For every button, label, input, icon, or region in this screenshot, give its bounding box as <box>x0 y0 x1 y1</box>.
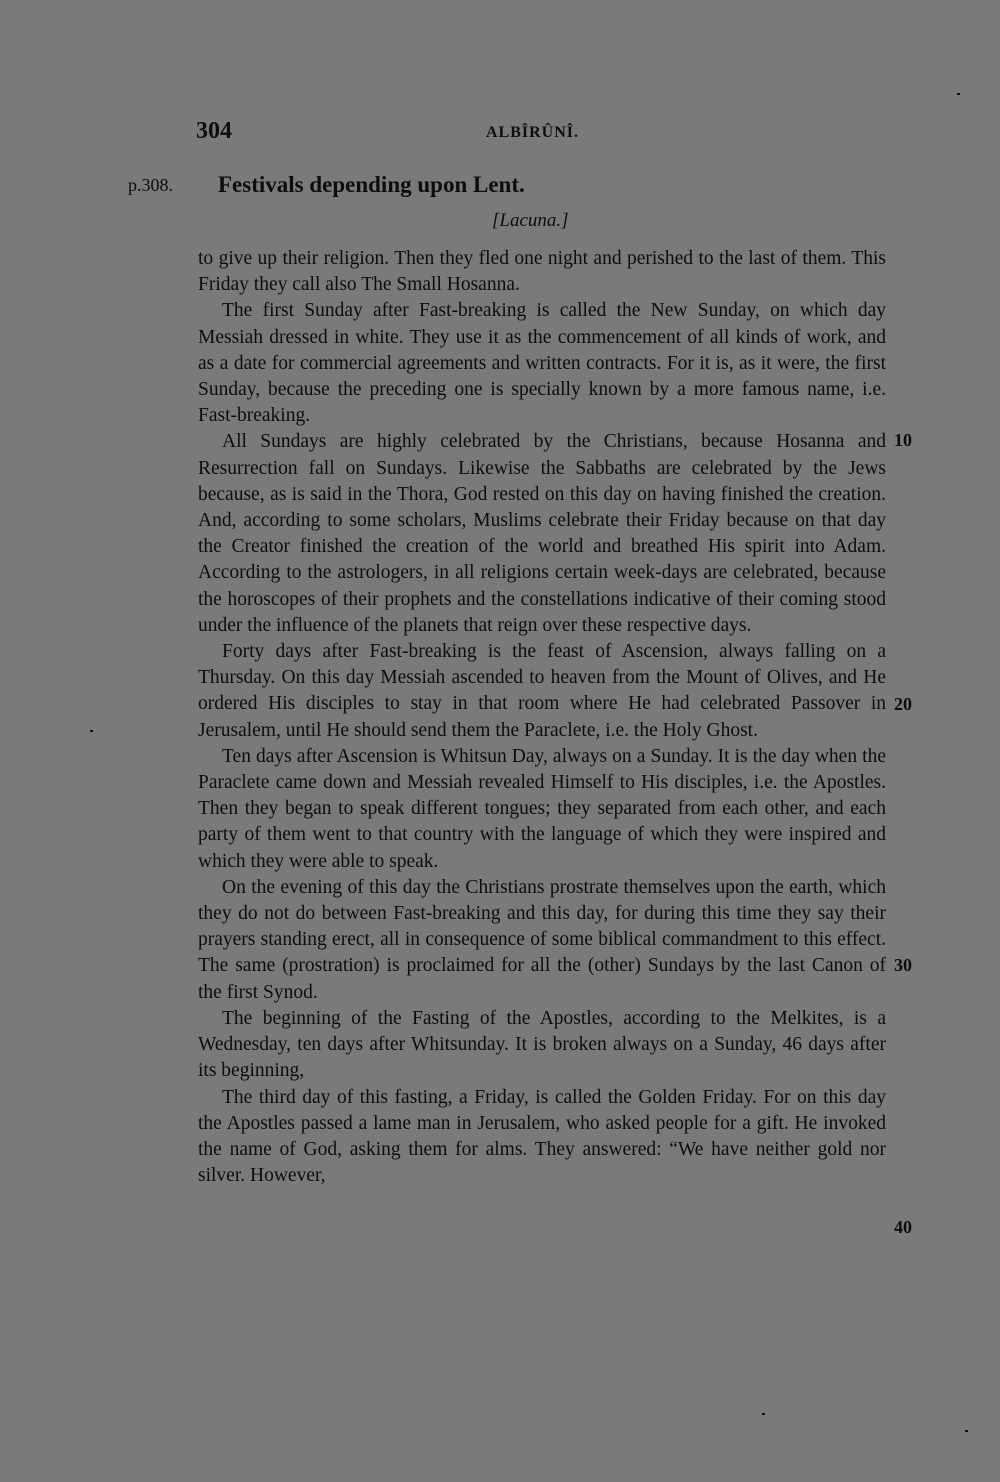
running-title: ALBÎRÛNÎ. <box>486 124 580 141</box>
paragraph: The beginning of the Fasting of the Apostles, according to the Melkites, is a Wednesday, ten days after Whitsunday. It is broken always on a Sunday, 46 days after its beginning, <box>198 1007 886 1082</box>
paragraph: Ten days after Ascension is Whitsun Day, always on a Sunday. It is the day when the Paraclete came down and Messiah revealed Himself to His disciples, i.e. the Apostles. Then they began to speak different tongues; they separated from each other, and each party of them went to that country with the language of which they were inspired and which they were able to speak. <box>198 745 886 872</box>
scan-speck <box>957 93 960 95</box>
paragraph: The first Sunday after Fast-breaking is called the New Sunday, on which day Messiah dressed in white. They use it as the commencement of all kinds of work, and as a date for commercial agreements and written contracts. For it is, as it were, the first Sunday, because the preceding one is specially known by a more famous name, i.e. Fast-breaking. <box>198 300 886 427</box>
paragraph: On the evening of this day the Christians prostrate themselves upon the earth, which they do not do between Fast-breaking and this day, for during this time they say their prayers standing erect, all in consequence of some biblical commandment to this effect. The same (prostration) is proclaimed for all the (other) Sundays by the last Canon of the first Synod. <box>198 876 886 1003</box>
line-number: 30 <box>894 955 912 975</box>
paragraph: Forty days after Fast-breaking is the feast of Ascension, always falling on a Thursday. On this day Messiah ascended to heaven from the Mount of Olives, and He ordered His disciples to stay in that room where He had celebrated Passover in Jerusalem, until He should send them the Paraclete, i.e. the Holy Ghost. <box>198 641 886 741</box>
paragraph: The third day of this fasting, a Friday, is called the Golden Friday. For on this day the Apostles passed a lame man in Jerusalem, who asked people for a gift. He invoked the name of God, asking them for alms. They answered: “We have neither gold nor silver. However, <box>198 1086 886 1187</box>
page-number: 304 <box>196 118 232 144</box>
page-header <box>196 118 886 150</box>
margin-reference: p.308. <box>128 175 173 195</box>
line-number: 20 <box>894 694 912 714</box>
paragraph: to give up their religion. Then they fled one night and perished to the last of them. This Friday they call also The Small Hosanna. <box>198 248 886 296</box>
lacuna-note: [Lacuna.] <box>492 210 569 231</box>
section-heading: Festivals depending upon Lent. <box>218 172 525 197</box>
scan-speck <box>90 730 93 732</box>
line-number: 10 <box>894 430 912 450</box>
scan-speck <box>965 1430 968 1432</box>
body-text <box>198 246 886 1189</box>
paragraph: All Sundays are highly celebrated by the Christians, because Hosanna and Resurrection fall on Sundays. Likewise the Sabbaths are celebrated by the Jews because, as is said in the Thora, God rested on this day on having finished the creation. And, according to some scholars, Muslims celebrate their Friday because on that day the Creator finished the creation of the world and breathed His spirit into Adam. According to the astrologers, in all religions certain week-days are celebrated, because the horoscopes of their prophets and the constellations indicative of their coming stood under the influence of the planets that reign over these respective days. <box>198 431 886 636</box>
line-number: 40 <box>894 1217 912 1237</box>
scan-speck <box>762 1413 765 1415</box>
